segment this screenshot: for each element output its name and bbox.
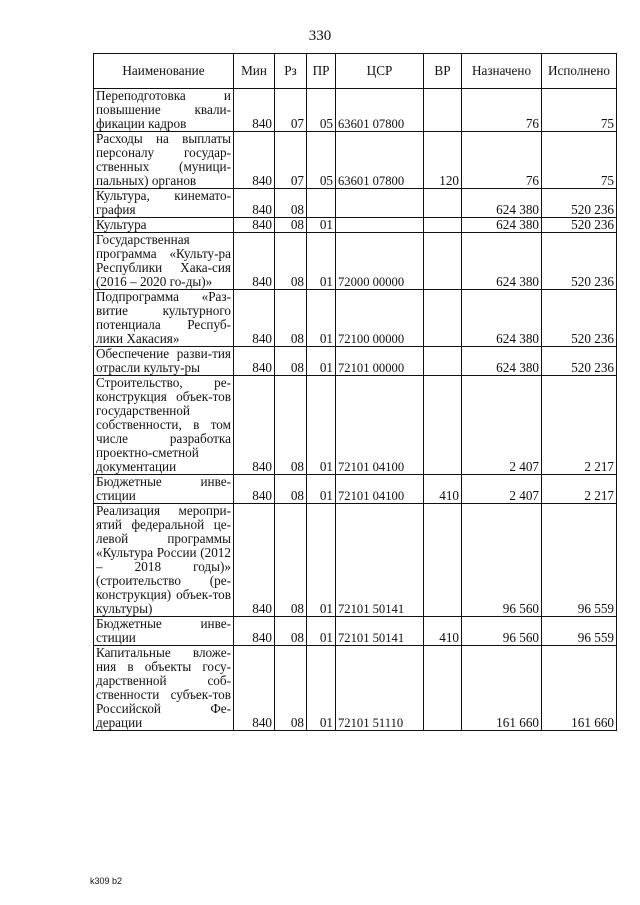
cell-rz: 08 <box>275 646 307 731</box>
cell-csr: 72100 00000 <box>336 290 424 347</box>
cell-csr: 63601 07800 <box>336 132 424 189</box>
cell-assigned: 2 407 <box>462 475 542 504</box>
cell-name: Культура <box>94 218 234 233</box>
cell-min: 840 <box>234 233 275 290</box>
header-rz: Рз <box>275 54 307 89</box>
cell-csr: 72101 04100 <box>336 475 424 504</box>
cell-name: Бюджетные инве-стиции <box>94 475 234 504</box>
table-row <box>94 347 617 376</box>
cell-executed: 520 236 <box>542 218 617 233</box>
cell-pr: 05 <box>307 132 336 189</box>
cell-assigned: 624 380 <box>462 233 542 290</box>
cell-rz: 08 <box>275 376 307 475</box>
cell-rz: 08 <box>275 290 307 347</box>
cell-pr: 01 <box>307 475 336 504</box>
table-row <box>94 290 617 347</box>
cell-assigned: 96 560 <box>462 504 542 617</box>
cell-rz: 08 <box>275 504 307 617</box>
cell-pr: 01 <box>307 233 336 290</box>
table-row <box>94 218 617 233</box>
cell-executed: 2 217 <box>542 475 617 504</box>
cell-name: Реализация меропри-ятий федеральной це-левой программы «Культура России (2012 – 2018 годы)» (строительство (ре-конструкция) объек-тов культуры) <box>94 504 234 617</box>
cell-assigned: 624 380 <box>462 347 542 376</box>
cell-rz: 08 <box>275 347 307 376</box>
cell-assigned: 96 560 <box>462 617 542 646</box>
cell-min: 840 <box>234 504 275 617</box>
cell-vr <box>424 504 462 617</box>
cell-assigned: 624 380 <box>462 189 542 218</box>
cell-name: Государственная программа «Культу-ра Республики Хака-сия (2016 – 2020 го-ды)» <box>94 233 234 290</box>
cell-assigned: 624 380 <box>462 218 542 233</box>
cell-pr: 01 <box>307 617 336 646</box>
cell-rz: 08 <box>275 617 307 646</box>
cell-vr <box>424 189 462 218</box>
cell-rz: 07 <box>275 132 307 189</box>
cell-executed: 96 559 <box>542 504 617 617</box>
cell-vr <box>424 233 462 290</box>
cell-executed: 520 236 <box>542 290 617 347</box>
header-vr: ВР <box>424 54 462 89</box>
table-row <box>94 376 617 475</box>
cell-assigned: 161 660 <box>462 646 542 731</box>
header-pr: ПР <box>307 54 336 89</box>
cell-rz: 08 <box>275 218 307 233</box>
cell-min: 840 <box>234 617 275 646</box>
cell-executed: 161 660 <box>542 646 617 731</box>
cell-vr <box>424 290 462 347</box>
cell-min: 840 <box>234 347 275 376</box>
cell-name: Культура, кинемато-графия <box>94 189 234 218</box>
cell-name: Переподготовка и повышение квали-фикации кадров <box>94 89 234 132</box>
table-row <box>94 189 617 218</box>
cell-name: Капитальные вложе-ния в объекты госу-дарственной соб-ственности субъек-тов Российской Фе-дерации <box>94 646 234 731</box>
cell-pr: 01 <box>307 347 336 376</box>
cell-executed: 520 236 <box>542 233 617 290</box>
header-csr: ЦСР <box>336 54 424 89</box>
cell-executed: 75 <box>542 132 617 189</box>
cell-csr: 63601 07800 <box>336 89 424 132</box>
cell-executed: 96 559 <box>542 617 617 646</box>
cell-rz: 08 <box>275 233 307 290</box>
header-executed: Исполнено <box>542 54 617 89</box>
table-row <box>94 617 617 646</box>
table-header <box>94 54 617 89</box>
cell-name: Строительство, ре-конструкция объек-тов государственной собственности, в том числе разработка проектно-сметной документации <box>94 376 234 475</box>
cell-pr: 01 <box>307 376 336 475</box>
cell-pr: 01 <box>307 504 336 617</box>
cell-csr <box>336 189 424 218</box>
cell-vr: 410 <box>424 617 462 646</box>
cell-rz: 07 <box>275 89 307 132</box>
cell-csr <box>336 218 424 233</box>
cell-name: Расходы на выплаты персоналу государ-ственных (муници-пальных) органов <box>94 132 234 189</box>
table-row <box>94 233 617 290</box>
cell-csr: 72101 50141 <box>336 617 424 646</box>
header-name: Наименование <box>94 54 234 89</box>
cell-min: 840 <box>234 89 275 132</box>
cell-assigned: 76 <box>462 132 542 189</box>
cell-pr: 01 <box>307 218 336 233</box>
cell-min: 840 <box>234 290 275 347</box>
cell-pr: 01 <box>307 646 336 731</box>
table-row <box>94 132 617 189</box>
header-assigned: Назначено <box>462 54 542 89</box>
cell-name: Бюджетные инве-стиции <box>94 617 234 646</box>
table-row <box>94 475 617 504</box>
cell-csr: 72101 04100 <box>336 376 424 475</box>
cell-executed: 520 236 <box>542 189 617 218</box>
cell-executed: 2 217 <box>542 376 617 475</box>
cell-csr: 72101 00000 <box>336 347 424 376</box>
cell-pr: 01 <box>307 290 336 347</box>
cell-assigned: 624 380 <box>462 290 542 347</box>
cell-pr <box>307 189 336 218</box>
cell-vr <box>424 376 462 475</box>
cell-csr: 72101 50141 <box>336 504 424 617</box>
table-row <box>94 646 617 731</box>
cell-min: 840 <box>234 132 275 189</box>
cell-vr <box>424 89 462 132</box>
table-body <box>94 89 617 731</box>
cell-min: 840 <box>234 376 275 475</box>
cell-csr: 72000 00000 <box>336 233 424 290</box>
cell-vr <box>424 218 462 233</box>
cell-csr: 72101 51110 <box>336 646 424 731</box>
cell-min: 840 <box>234 646 275 731</box>
cell-vr <box>424 646 462 731</box>
header-min: Мин <box>234 54 275 89</box>
cell-name: Подпрограмма «Раз-витие культурного потенциала Респуб-лики Хакасия» <box>94 290 234 347</box>
cell-executed: 75 <box>542 89 617 132</box>
cell-vr: 120 <box>424 132 462 189</box>
cell-min: 840 <box>234 218 275 233</box>
cell-name: Обеспечение разви-тия отрасли культу-ры <box>94 347 234 376</box>
cell-min: 840 <box>234 189 275 218</box>
cell-rz: 08 <box>275 475 307 504</box>
page-number: 330 <box>308 28 332 44</box>
cell-rz: 08 <box>275 189 307 218</box>
footer-code: k309 b2 <box>90 876 123 886</box>
cell-pr: 05 <box>307 89 336 132</box>
budget-table <box>93 53 617 731</box>
cell-executed: 520 236 <box>542 347 617 376</box>
table-row <box>94 89 617 132</box>
cell-min: 840 <box>234 475 275 504</box>
cell-assigned: 76 <box>462 89 542 132</box>
cell-vr <box>424 347 462 376</box>
cell-assigned: 2 407 <box>462 376 542 475</box>
cell-vr: 410 <box>424 475 462 504</box>
table-row <box>94 504 617 617</box>
